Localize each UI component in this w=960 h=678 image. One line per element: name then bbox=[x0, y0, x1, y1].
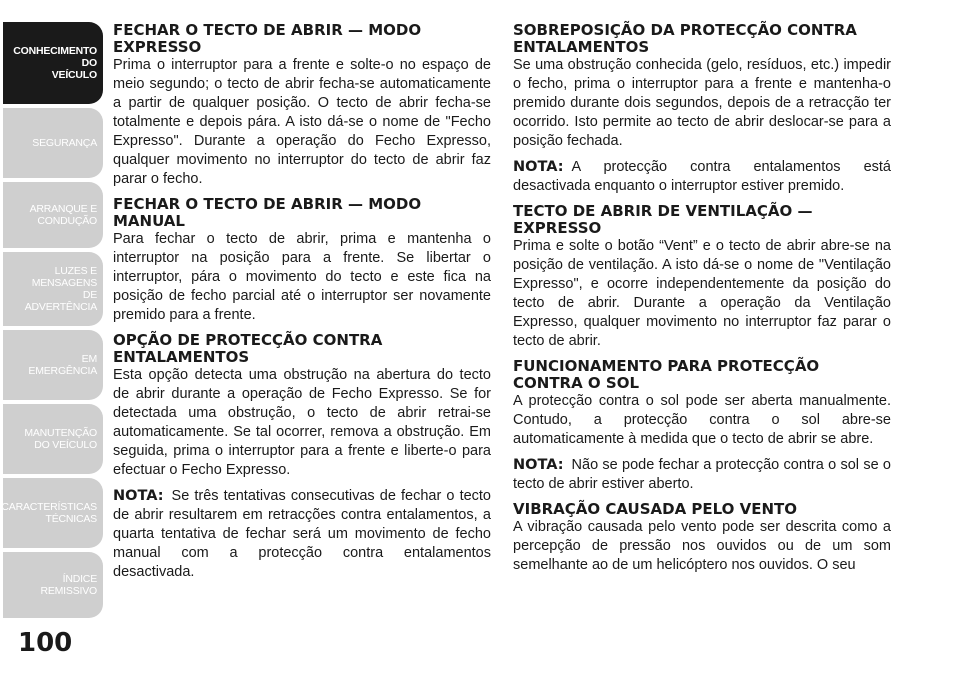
tab-label-line: CONHECIMENTO bbox=[13, 45, 97, 57]
section-heading: TECTO DE ABRIR DE VENTILAÇÃO — EXPRESSO bbox=[513, 202, 813, 237]
right-column bbox=[513, 22, 891, 582]
note-text: A protecção contra entalamentos está desactivada enquanto o interruptor estiver premido. bbox=[513, 159, 891, 194]
tab-label-line: ARRANQUE E bbox=[29, 203, 97, 215]
section-body: A vibração causada pelo vento pode ser descrita como a percepção de pressão nos ouvidos ou de um som semelhante ao de um helicóptero nos ouvidos. O seu bbox=[513, 519, 891, 573]
tab-label bbox=[13, 45, 97, 81]
tab-label bbox=[25, 265, 97, 313]
section-body: Esta opção detecta uma obstrução na abertura do tecto de abrir durante a operação de Fecho Expresso. Se for detectada uma obstrução, o tecto de abrir retrai-se automaticamente. Se tal ocorrer, remova a obstrução. Em seguida, prima o interruptor para a frente e liberte-o para efectuar o Fecho Expresso. bbox=[113, 367, 491, 478]
section-body: Prima o interruptor para a frente e solte-o no espaço de meio segundo; o tecto de abrir fecha-se automaticamente a partir de qualquer posição. O tecto de abrir fecha-se totalmente e depois pára. A isto dá-se o nome de "Fecho Expresso". Durante a operação do Fecho Expresso, qualquer movimento no interruptor do tecto de abrir faz parar o fecho. bbox=[113, 57, 491, 187]
tab-arranque-e-conducao[interactable] bbox=[3, 182, 103, 248]
tab-label-line: DE bbox=[82, 289, 97, 301]
section-heading: FECHAR O TECTO DE ABRIR — MODO MANUAL bbox=[113, 195, 422, 230]
tab-label-line: TÉCNICAS bbox=[45, 513, 97, 525]
note-text: Não se pode fechar a protecção contra o sol se o tecto de abrir estiver aberto. bbox=[513, 457, 891, 492]
note-label: NOTA: bbox=[113, 488, 164, 504]
tab-label-line: LUZES E bbox=[54, 265, 97, 277]
tab-label bbox=[28, 353, 97, 377]
page-number: 100 bbox=[18, 628, 73, 658]
note-text: Se três tentativas consecutivas de fechar o tecto de abrir resultarem em retracções contra entalamentos, a quarta tentativa de fechar será um movimento de fecho manual com a protecção contra entalamentos desactivada. bbox=[113, 488, 491, 580]
note-label: NOTA: bbox=[513, 159, 564, 175]
left-column bbox=[113, 22, 491, 589]
note-paragraph bbox=[513, 456, 891, 494]
tab-label bbox=[30, 203, 97, 227]
tab-label-line: MENSAGENS bbox=[31, 277, 97, 289]
tab-label-line: DO VEÍCULO bbox=[34, 439, 97, 451]
section-body: Para fechar o tecto de abrir, prima e mantenha o interruptor na posição para a frente. Se libertar o interruptor, pára o movimento do tecto e este fica na posição de fecho parcial até o interruptor ser novamente premido para a frente. bbox=[113, 231, 491, 323]
section-heading: SOBREPOSIÇÃO DA PROTECÇÃO CONTRA ENTALAMENTOS bbox=[513, 21, 857, 56]
tab-label-line: EMERGÊNCIA bbox=[28, 365, 97, 377]
note-paragraph bbox=[513, 158, 891, 196]
note-paragraph bbox=[113, 487, 491, 582]
tab-indice-remissivo[interactable] bbox=[3, 552, 103, 618]
tab-label-line: SEGURANÇA bbox=[32, 137, 97, 149]
tab-caracteristicas-tecnicas[interactable] bbox=[3, 478, 103, 548]
tab-seguranca[interactable] bbox=[3, 108, 103, 178]
note-label: NOTA: bbox=[513, 457, 564, 473]
section-body: Prima e solte o botão “Vent” e o tecto de abrir abre-se na posição de ventilação. A isto dá-se o nome de "Ventilação Expresso", e ocorre independentemente da posição do tecto de abrir. Durante a operação da Ventilação Expresso, qualquer movimento no interruptor faz parar o tecto de abrir. bbox=[513, 238, 891, 349]
tab-label-line: EM bbox=[81, 353, 97, 365]
tab-luzes-e-mensagens[interactable] bbox=[3, 252, 103, 326]
section-heading: FUNCIONAMENTO PARA PROTECÇÃO CONTRA O SOL bbox=[513, 357, 820, 392]
tab-label bbox=[32, 137, 97, 149]
tab-label-line: CARACTERÍSTICAS bbox=[1, 501, 97, 513]
section-heading: FECHAR O TECTO DE ABRIR — MODO EXPRESSO bbox=[113, 21, 422, 56]
tab-label-line: REMISSIVO bbox=[40, 585, 97, 597]
section-body: A protecção contra o sol pode ser aberta manualmente. Contudo, a protecção contra o sol abre-se automaticamente à medida que o tecto de abrir se abre. bbox=[513, 393, 891, 447]
tab-manutencao-do-veiculo[interactable] bbox=[3, 404, 103, 474]
section-heading: OPÇÃO DE PROTECÇÃO CONTRA ENTALAMENTOS bbox=[113, 331, 383, 366]
tab-label bbox=[1, 501, 97, 525]
tab-label-line: VEÍCULO bbox=[51, 69, 97, 81]
tab-em-emergencia[interactable] bbox=[3, 330, 103, 400]
section-heading: VIBRAÇÃO CAUSADA PELO VENTO bbox=[513, 500, 798, 518]
section-body: Se uma obstrução conhecida (gelo, resíduos, etc.) impedir o fecho, prima o interruptor para a frente e mantenha-o premido durante dois segundos, depois de a retracção ter ocorrido. Isto permite ao tecto de abrir deslocar-se para a posição fechada. bbox=[513, 57, 891, 149]
tab-label-line: MANUTENÇÃO bbox=[24, 427, 97, 439]
tab-conhecimento-do-veiculo[interactable] bbox=[3, 22, 103, 104]
chapter-sidebar bbox=[0, 0, 107, 678]
tab-label-line: ÍNDICE bbox=[62, 573, 97, 585]
tab-label bbox=[24, 427, 97, 451]
tab-label-line: ADVERTÊNCIA bbox=[24, 301, 97, 313]
tab-label bbox=[40, 573, 97, 597]
tab-label-line: DO bbox=[81, 57, 97, 69]
tab-label-line: CONDUÇÃO bbox=[37, 215, 97, 227]
